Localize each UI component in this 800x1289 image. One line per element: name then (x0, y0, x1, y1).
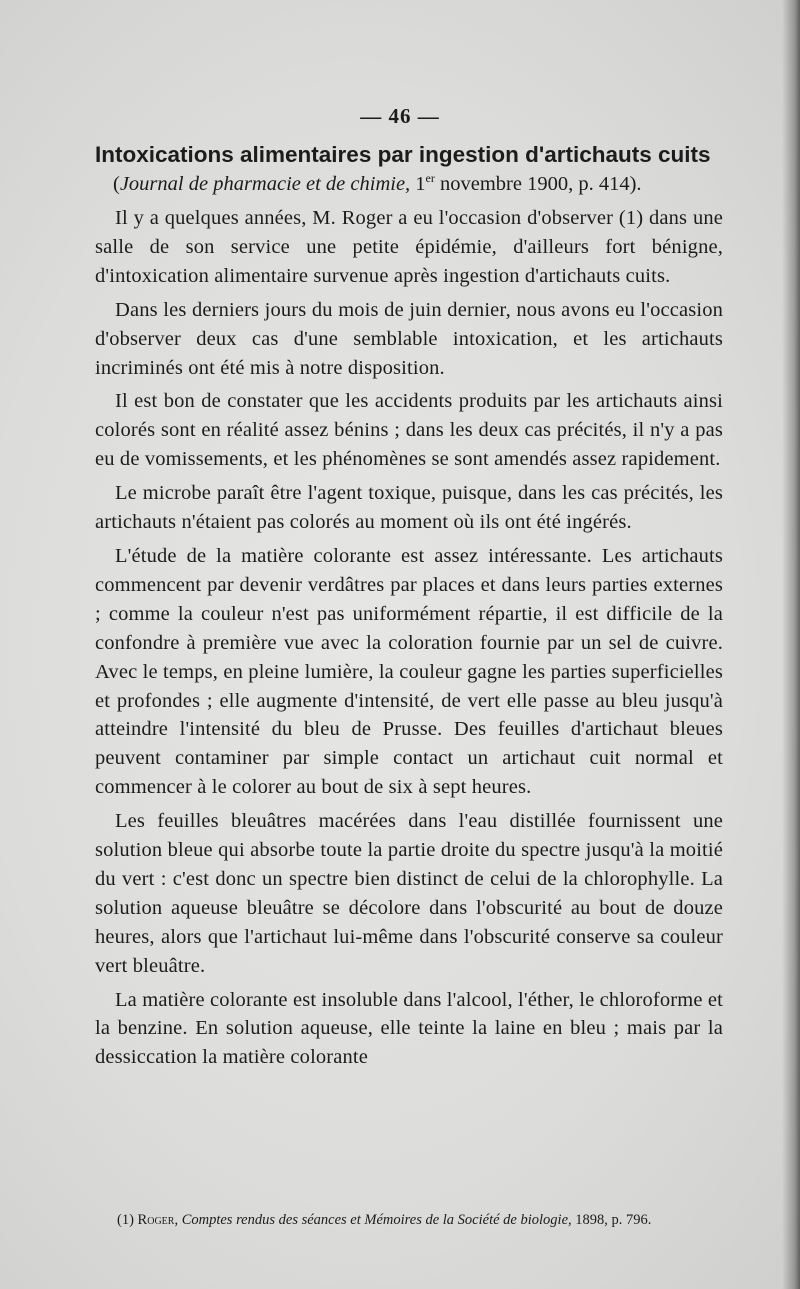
reference-date-suffix: novembre 1900, p. 414). (434, 173, 642, 195)
article-body (95, 140, 723, 1077)
paragraph-4: Le microbe paraît être l'agent toxique, puisque, dans les cas précités, les artichauts n'étaient pas colorés au moment où ils ont été ingérés. (95, 482, 723, 534)
page-edge-shadow (782, 0, 800, 1289)
paragraph-7: La matière colorante est insoluble dans l'alcool, l'éther, le chloroforme et la benzine. En solution aqueuse, elle teinte la laine en bleu ; mais par la dessiccation la matière colorante (95, 988, 723, 1069)
footnote-number: (1) (117, 1212, 134, 1228)
paragraph-1 (95, 204, 723, 291)
paragraph-5: L'étude de la matière colorante est assez intéressante. Les artichauts commencent par devenir verdâtres par places et dans leurs parties externes ; comme la couleur n'est pas uniformément répartie, il est difficile de la confondre à première vue avec la coloration fournie par un sel de cuivre. Avec le temps, en pleine lumière, la couleur gagne les parties superficielles et profondes ; elle augmente d'intensité, de vert elle passe au bleu jusqu'à atteindre l'intensité du bleu de Prusse. Des feuilles d'artichaut bleues peuvent contaminer par simple contact un artichaut cuit normal et commencer à le colorer au bout de six à sept heures. (95, 544, 723, 799)
footnote-marker: (1) (618, 207, 644, 229)
footnote-title: Comptes rendus des séances et Mémoires de la Société de biologie, (181, 1212, 572, 1228)
reference-open: ( (113, 173, 120, 195)
paragraph-2: Dans les derniers jours du mois de juin dernier, nous avons eu l'occasion d'observer deux cas d'une semblable intoxication, et les artichauts incriminés ont été mis à notre disposition. (95, 298, 723, 379)
footnote-details: 1898, p. 796. (575, 1212, 652, 1228)
paragraph-3: Il est bon de constater que les accidents produits par les artichauts ainsi colorés sont en réalité assez bénins ; dans les deux cas précités, il n'y a pas eu de vomissements, et les phénomènes se sont amendés assez rapidement. (95, 390, 723, 471)
paragraph-6: Les feuilles bleuâtres macérées dans l'eau distillée fournissent une solution bleue qui absorbe toute la partie droite du spectre jusqu'à la moitié du vert : c'est donc un spectre bien distinct de celui de la chlorophylle. La solution aqueuse bleuâtre se décolore dans l'obscurité au bout de douze heures, alors que l'artichaut lui-même dans l'obscurité conserve sa couleur vert bleuâtre. (95, 810, 723, 977)
footnote-author: Roger, (137, 1212, 179, 1228)
paragraph-1-rest: dans une salle de son service une petite épidémie, d'ailleurs fort bénigne, d'intoxication alimentaire survenue après ingestion d'artichauts cuits. (95, 207, 723, 287)
reference-date-sup: er (425, 171, 435, 186)
reference-journal: Journal de pharmacie et de chimie, (119, 173, 411, 195)
reference-date-prefix: 1 (410, 173, 426, 195)
page-number: — 46 — (360, 104, 440, 128)
article-title: Intoxications alimentaires par ingestion d'artichauts cuits (95, 142, 711, 167)
article-reference (95, 170, 723, 198)
paragraph-1-start: Il y a quelques années, M. Roger a eu l'occasion d'observer (115, 207, 614, 229)
footnote (95, 1210, 723, 1230)
